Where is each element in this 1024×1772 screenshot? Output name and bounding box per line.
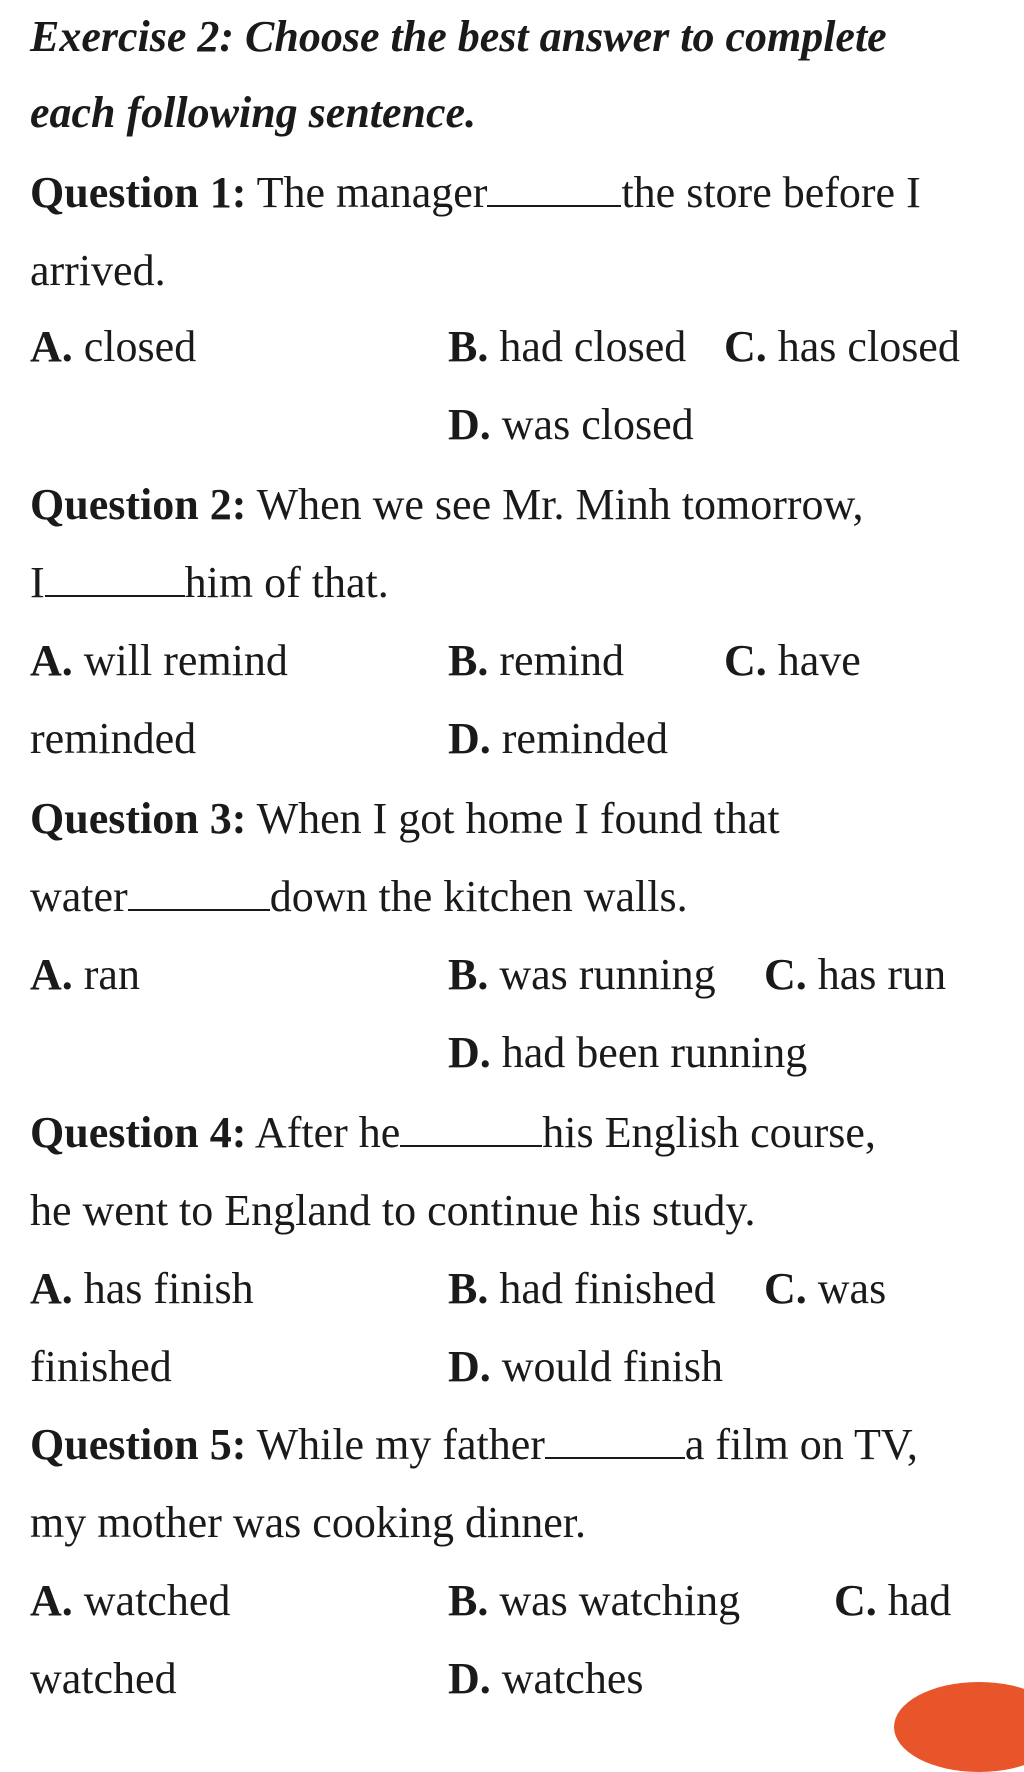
- question-4-option-b[interactable]: B. had finished: [448, 1264, 716, 1313]
- question-5-option-d[interactable]: D. watches: [448, 1654, 644, 1703]
- question-4-option-c[interactable]: C. was: [764, 1264, 887, 1313]
- question-3-line2-before: water: [30, 872, 128, 921]
- exercise-title-line1: Exercise 2: Choose the best answer to complete: [30, 12, 887, 61]
- question-3-option-a[interactable]: A. ran: [30, 950, 140, 999]
- question-2-option-c-continuation: reminded: [30, 714, 197, 763]
- question-5-continuation: my mother was cooking dinner.: [30, 1498, 587, 1547]
- question-1-text-before: The manager: [246, 168, 488, 217]
- question-1-label: Question 1:: [30, 168, 247, 217]
- question-1-option-c[interactable]: C. has closed: [724, 322, 960, 371]
- question-1-line1: [30, 168, 921, 218]
- question-5-option-c[interactable]: C. had: [834, 1576, 952, 1625]
- question-3-line1: [30, 794, 780, 844]
- question-2-label: Question 2:: [30, 480, 247, 529]
- question-4-continuation: he went to England to continue his study.: [30, 1186, 756, 1235]
- question-1-option-a[interactable]: A. closed: [30, 322, 197, 371]
- orange-corner-shape: [894, 1682, 1024, 1772]
- question-3-option-b[interactable]: B. was running: [448, 950, 716, 999]
- exercise-title-line2: each following sentence.: [30, 88, 477, 137]
- question-2-text-before: When we see Mr. Minh tomorrow,: [246, 480, 864, 529]
- question-5-label: Question 5:: [30, 1420, 247, 1469]
- question-3-line2-after: down the kitchen walls.: [269, 872, 688, 921]
- question-4-text-after: his English course,: [542, 1108, 876, 1157]
- question-5-option-a[interactable]: A. watched: [30, 1576, 231, 1625]
- question-1-option-d[interactable]: D. was closed: [448, 400, 694, 449]
- question-5-text-after: a film on TV,: [684, 1420, 918, 1469]
- question-2-option-b[interactable]: B. remind: [448, 636, 624, 685]
- question-2-option-c[interactable]: C. have: [724, 636, 861, 685]
- question-4-label: Question 4:: [30, 1108, 247, 1157]
- question-3-option-d[interactable]: D. had been running: [448, 1028, 808, 1077]
- question-4-text-before: After he: [246, 1108, 401, 1157]
- question-3-text-before: When I got home I found that: [246, 794, 780, 843]
- question-5-option-b[interactable]: B. was watching: [448, 1576, 741, 1625]
- question-3-label: Question 3:: [30, 794, 247, 843]
- question-2-option-d[interactable]: D. reminded: [448, 714, 668, 763]
- question-1-text-after: the store before I: [621, 168, 921, 217]
- question-4-option-d[interactable]: D. would finish: [448, 1342, 724, 1391]
- question-1-continuation: arrived.: [30, 246, 166, 295]
- question-4-line1: [30, 1108, 876, 1158]
- question-2-line2: [30, 558, 389, 608]
- question-1-option-b[interactable]: B. had closed: [448, 322, 687, 371]
- question-5-line1: [30, 1420, 918, 1470]
- question-2-option-a[interactable]: A. will remind: [30, 636, 288, 685]
- question-4-blank[interactable]: [400, 1109, 542, 1147]
- question-5-text-before: While my father: [246, 1420, 545, 1469]
- question-3-option-c[interactable]: C. has run: [764, 950, 947, 999]
- question-5-option-c-continuation: watched: [30, 1654, 177, 1703]
- question-2-blank[interactable]: [45, 559, 185, 597]
- question-5-blank[interactable]: [545, 1421, 685, 1459]
- question-2-line1: [30, 480, 863, 530]
- question-3-line2: [30, 872, 688, 922]
- question-2-line2-before: I: [30, 558, 45, 607]
- question-4-option-a[interactable]: A. has finish: [30, 1264, 254, 1313]
- question-2-line2-after: him of that.: [184, 558, 389, 607]
- question-3-blank[interactable]: [128, 873, 270, 911]
- question-1-blank[interactable]: [487, 169, 621, 207]
- question-4-option-c-continuation: finished: [30, 1342, 172, 1391]
